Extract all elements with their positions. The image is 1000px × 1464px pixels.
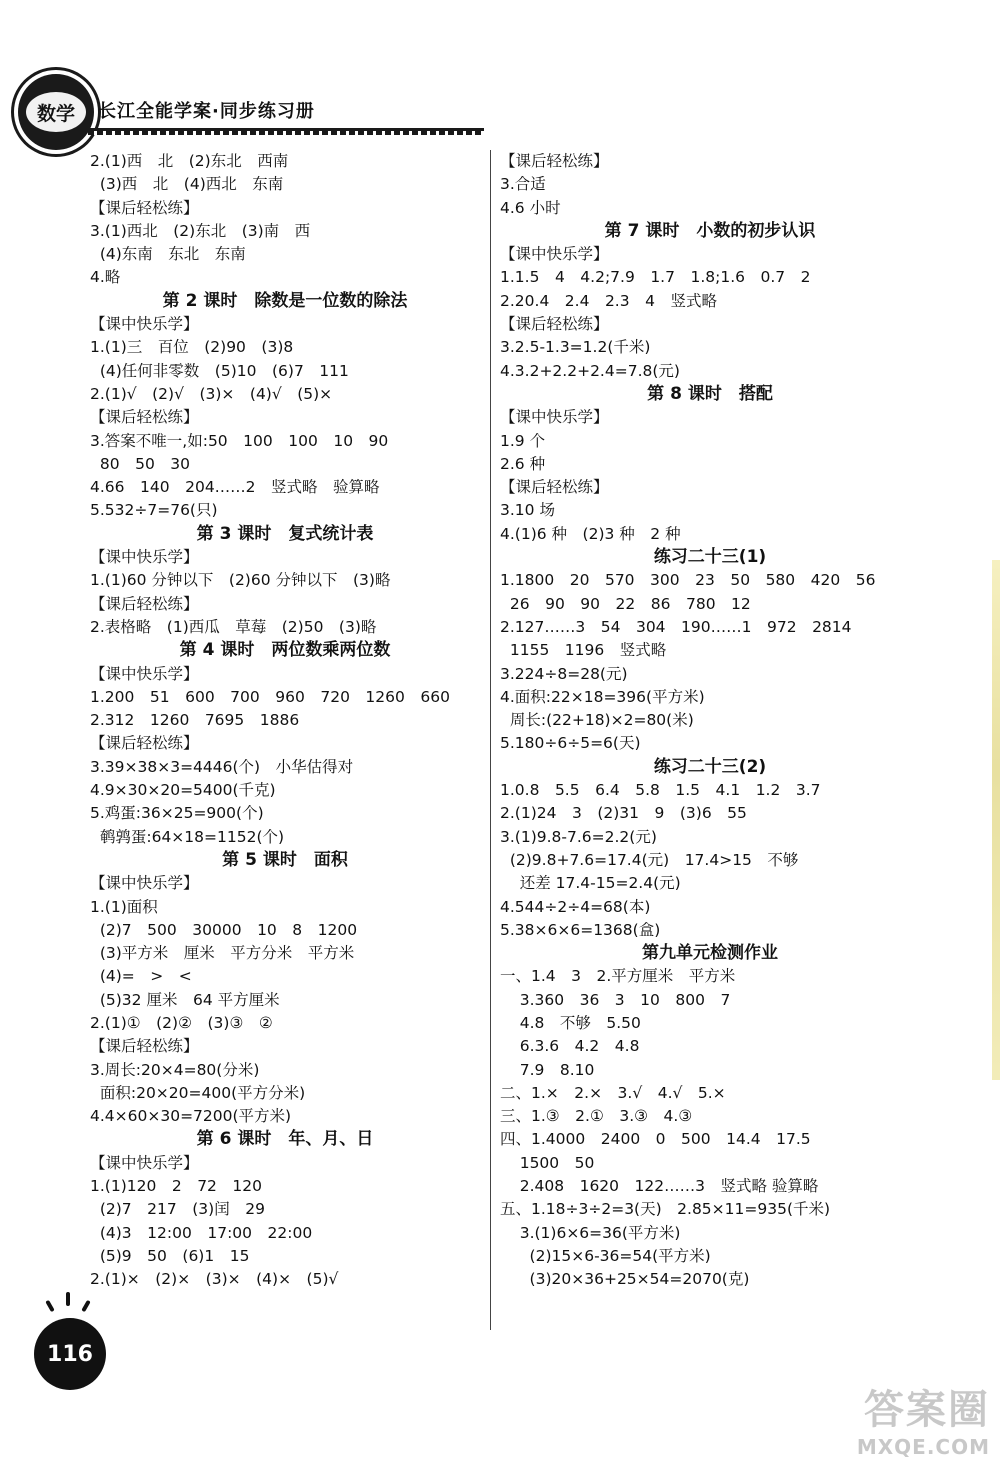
answer-column-right (500, 150, 920, 1292)
answer-column-left (90, 150, 480, 1292)
answer-line: 3.周长:20×4=80(分米) (90, 1060, 260, 1079)
answer-line: 1.0.8 5.5 6.4 5.8 1.5 4.1 1.2 3.7 (500, 781, 821, 800)
ruler-tick (166, 131, 169, 135)
section-heading: 第 5 课时 面积 (222, 849, 348, 870)
answer-line: 还差 17.4-15=2.4(元) (500, 874, 681, 893)
ruler-tick (409, 131, 412, 135)
answer-line: 3.360 36 3 10 800 7 (500, 990, 731, 1009)
answer-line: 5.532÷7=76(只) (90, 501, 218, 520)
watermark-url: MXQE.COM (856, 1435, 990, 1459)
ruler-tick (373, 131, 376, 135)
page-number: 116 (34, 1318, 106, 1390)
section-heading: 第 4 课时 两位数乘两位数 (179, 640, 391, 661)
answer-line: 2.6 种 (500, 454, 546, 473)
ruler-tick (346, 131, 349, 135)
answer-line: 【课后轻松练】 (90, 198, 199, 217)
ruler-tick (427, 131, 430, 135)
answer-line: 【课中快乐学】 (90, 315, 199, 334)
section-heading: 第 6 课时 年、月、日 (196, 1129, 374, 1150)
section-heading: 第九单元检测作业 (642, 943, 778, 964)
answer-line: 5.鸡蛋:36×25=900(个) (90, 804, 264, 823)
ruler-tick (274, 131, 277, 135)
answer-line: 4.544÷2÷4=68(本) (500, 897, 651, 916)
answer-line: 【课后轻松练】 (90, 408, 199, 427)
answer-line: 2.408 1620 122……3 竖式略 验算略 (500, 1177, 819, 1196)
answer-line: 面积:20×20=400(平方分米) (90, 1083, 306, 1102)
answer-line: 【课后轻松练】 (90, 734, 199, 753)
answer-line: 80 50 30 (90, 454, 191, 473)
ruler-tick (364, 131, 367, 135)
answer-line: (2)15×6-36=54(平方米) (500, 1246, 711, 1265)
answer-line: 1.1.5 4 4.2;7.9 1.7 1.8;1.6 0.7 2 (500, 268, 811, 287)
answer-line: 2.(1)× (2)× (3)× (4)× (5)√ (90, 1270, 339, 1289)
ruler-tick (400, 131, 403, 135)
ruler-tick (319, 131, 322, 135)
answer-line: 4.66 140 204……2 竖式略 验算略 (90, 478, 380, 497)
ruler-tick (184, 131, 187, 135)
answer-line: 4.6 小时 (500, 198, 561, 217)
page-edge-stain (992, 560, 1000, 1080)
answer-line: 3.2.5-1.3=1.2(千米) (500, 338, 651, 357)
ruler-tick (391, 131, 394, 135)
column-divider (490, 150, 491, 1330)
answer-line: 1.(1)面积 (90, 897, 158, 916)
answer-line: 【课中快乐学】 (90, 664, 199, 683)
section-heading: 练习二十三(2) (653, 756, 767, 777)
section-heading: 第 7 课时 小数的初步认识 (604, 220, 816, 241)
answer-line: 4.(1)6 种 (2)3 种 2 种 (500, 524, 681, 543)
answer-line: 26 90 90 22 86 780 12 (500, 594, 751, 613)
section-heading: 练习二十三(1) (653, 547, 767, 568)
ruler-tick (436, 131, 439, 135)
answer-line: 周长:(22+18)×2=80(米) (500, 711, 694, 730)
answer-line: 4.3.2+2.2+2.4=7.8(元) (500, 361, 680, 380)
watermark-title: 答案圈 (864, 1387, 990, 1433)
header-ruler-decoration (88, 126, 484, 137)
ruler-tick (265, 131, 268, 135)
section-heading: 第 8 课时 搭配 (647, 383, 773, 404)
answer-line: 3.10 场 (500, 501, 555, 520)
answer-line: 2.表格略 (1)西瓜 草莓 (2)50 (3)略 (90, 617, 377, 636)
answer-line: 四、1.4000 2400 0 500 14.4 17.5 (500, 1130, 811, 1149)
ruler-tick (292, 131, 295, 135)
answer-line: 5.38×6×6=1368(盒) (500, 920, 661, 939)
answer-line: 【课中快乐学】 (90, 548, 199, 567)
ruler-tick (130, 131, 133, 135)
answer-line: 【课后轻松练】 (90, 594, 199, 613)
answer-line: 二、1.× 2.× 3.√ 4.√ 5.× (500, 1083, 726, 1102)
answer-line: (3)20×36+25×54=2070(克) (500, 1270, 750, 1289)
answer-line: 1500 50 (500, 1153, 595, 1172)
answer-line: 7.9 8.10 (500, 1060, 595, 1079)
ruler-tick (472, 131, 475, 135)
ruler-tick (247, 131, 250, 135)
answer-line: 2.(1)24 3 (2)31 9 (3)6 55 (500, 804, 747, 823)
answer-line: 3.合适 (500, 175, 546, 194)
ruler-tick (148, 131, 151, 135)
page-number-sparkle (66, 1292, 70, 1306)
ruler-tick (175, 131, 178, 135)
section-heading: 第 3 课时 复式统计表 (196, 523, 374, 544)
ruler-tick (328, 131, 331, 135)
page-header (0, 0, 1000, 160)
ruler-tick (418, 131, 421, 135)
answer-line: 一、1.4 3 2.平方厘米 平方米 (500, 967, 736, 986)
answer-line: (2)9.8+7.6=17.4(元) 17.4>15 不够 (500, 850, 799, 869)
subject-badge-text: 数学 (26, 92, 86, 132)
answer-line: 【课中快乐学】 (90, 1153, 199, 1172)
answer-line: 4.8 不够 5.50 (500, 1013, 641, 1032)
page-number-sparkle (81, 1300, 90, 1312)
answer-line: 五、1.18÷3÷2=3(天) 2.85×11=935(千米) (500, 1200, 831, 1219)
answer-line: 2.20.4 2.4 2.3 4 竖式略 (500, 291, 717, 310)
answer-line: 1.(1)120 2 72 120 (90, 1177, 262, 1196)
answer-line: (2)7 217 (3)闰 29 (90, 1200, 265, 1219)
ruler-tick (121, 131, 124, 135)
answer-line: 鹌鹑蛋:64×18=1152(个) (90, 827, 285, 846)
ruler-tick (454, 131, 457, 135)
ruler-tick (445, 131, 448, 135)
answer-line: (5)9 50 (6)1 15 (90, 1246, 250, 1265)
answer-line: 1.9 个 (500, 431, 546, 450)
answer-line: 4.9×30×20=5400(千克) (90, 781, 276, 800)
answer-line: (4)= > < (90, 967, 192, 986)
answer-line: 3.(1)6×6=36(平方米) (500, 1223, 681, 1242)
answer-line: (2)7 500 30000 10 8 1200 (90, 920, 358, 939)
ruler-tick (139, 131, 142, 135)
ruler-tick (112, 131, 115, 135)
ruler-tick (157, 131, 160, 135)
ruler-tick (310, 131, 313, 135)
ruler-tick (355, 131, 358, 135)
answer-line: 2.312 1260 7695 1886 (90, 711, 300, 730)
answer-line: 4.面积:22×18=396(平方米) (500, 687, 705, 706)
ruler-tick (211, 131, 214, 135)
answer-line: 4.4×60×30=7200(平方米) (90, 1107, 292, 1126)
answer-line: (3)西 北 (4)西北 东南 (90, 175, 284, 194)
ruler-tick (94, 131, 97, 135)
answer-line: 1155 1196 竖式略 (500, 641, 667, 660)
ruler-tick (337, 131, 340, 135)
answer-line: (4)东南 东北 东南 (90, 245, 246, 264)
answer-line: 3.39×38×3=4446(个) 小华估得对 (90, 757, 354, 776)
answer-line: 【课中快乐学】 (500, 245, 609, 264)
answer-line: 5.180÷6÷5=6(天) (500, 734, 641, 753)
answer-line: 4.略 (90, 268, 121, 287)
answer-line: 1.1800 20 570 300 23 50 580 420 56 (500, 571, 876, 590)
answer-line: 【课后轻松练】 (500, 315, 609, 334)
ruler-tick (103, 131, 106, 135)
answer-line: 【课中快乐学】 (500, 408, 609, 427)
watermark (810, 1378, 990, 1458)
ruler-tick (193, 131, 196, 135)
answer-line: 三、1.③ 2.① 3.③ 4.③ (500, 1107, 693, 1126)
answer-line: 1.(1)60 分钟以下 (2)60 分钟以下 (3)略 (90, 571, 391, 590)
answer-line: 1.(1)三 百位 (2)90 (3)8 (90, 338, 294, 357)
ruler-tick (301, 131, 304, 135)
ruler-tick (238, 131, 241, 135)
answer-line: 【课后轻松练】 (500, 478, 609, 497)
ruler-tick (220, 131, 223, 135)
ruler-tick (256, 131, 259, 135)
answer-line: (5)32 厘米 64 平方厘米 (90, 990, 280, 1009)
answer-line: 【课中快乐学】 (90, 874, 199, 893)
ruler-tick (229, 131, 232, 135)
answer-line: (4)3 12:00 17:00 22:00 (90, 1223, 313, 1242)
answer-line: 2.127……3 54 304 190……1 972 2814 (500, 617, 852, 636)
answer-line: 3.(1)9.8-7.6=2.2(元) (500, 827, 657, 846)
answer-line: 【课后轻松练】 (500, 152, 609, 170)
answer-line: 2.(1)√ (2)√ (3)× (4)√ (5)× (90, 384, 333, 403)
ruler-tick (463, 131, 466, 135)
answer-line: 1.200 51 600 700 960 720 1260 660 (90, 687, 450, 706)
answer-line: (3)平方米 厘米 平方分米 平方米 (90, 944, 355, 963)
answer-line: 2.(1)① (2)② (3)③ ② (90, 1013, 273, 1032)
ruler-tick (382, 131, 385, 135)
answer-line: (4)任何非零数 (5)10 (6)7 111 (90, 361, 349, 380)
ruler-tick (481, 131, 484, 135)
answer-line: 3.224÷8=28(元) (500, 664, 628, 683)
ruler-tick (283, 131, 286, 135)
section-heading: 第 2 课时 除数是一位数的除法 (162, 290, 408, 311)
answer-line: 6.3.6 4.2 4.8 (500, 1037, 640, 1056)
subject-badge (18, 74, 94, 150)
book-title: 长江全能学案·同步练习册 (98, 101, 315, 122)
answer-line: 3.答案不唯一,如:50 100 100 10 90 (90, 431, 389, 450)
answer-line: 2.(1)西 北 (2)东北 西南 (90, 152, 289, 170)
answer-line: 【课后轻松练】 (90, 1037, 199, 1056)
ruler-tick (202, 131, 205, 135)
page-number-sparkle (45, 1300, 54, 1312)
answer-line: 3.(1)西北 (2)东北 (3)南 西 (90, 221, 311, 240)
